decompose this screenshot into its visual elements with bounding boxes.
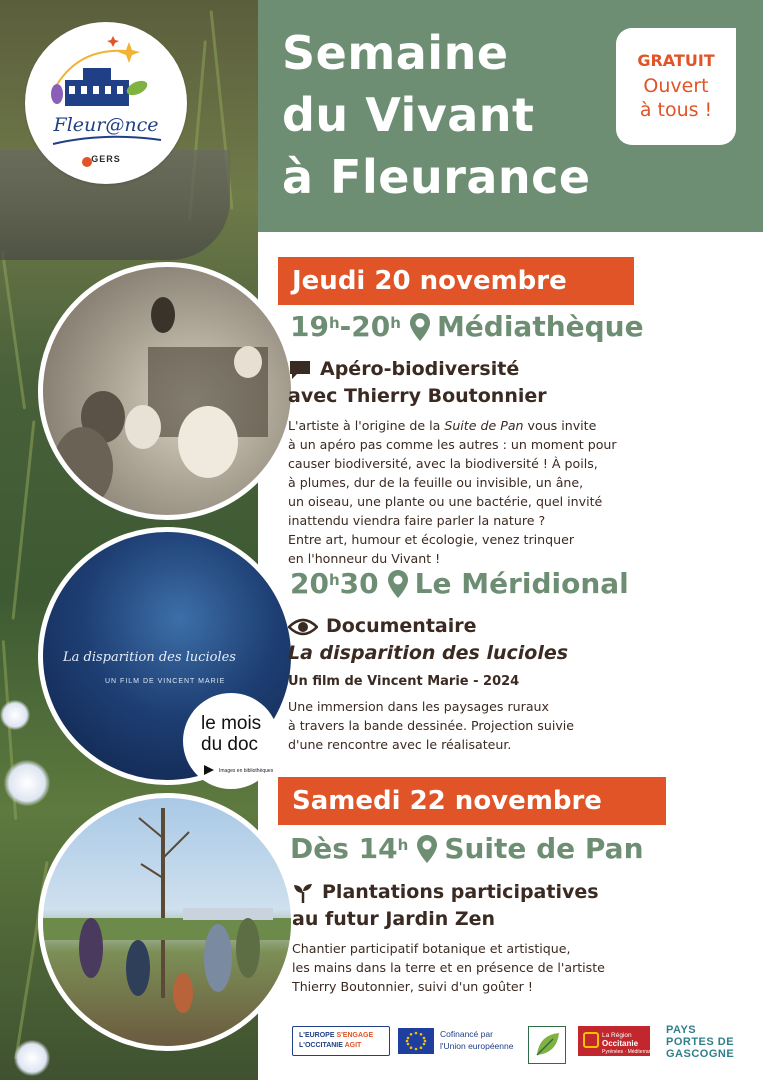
occitan-cross-icon — [583, 1032, 599, 1048]
event1-description: L'artiste à l'origine de la Suite de Pan vous invite à un apéro pas comme les autres : un moment pour causer biodiversité, avec la biodiversité ! À poils, à plumes, dur de la feuille ou invisible, un âne, un oiseau, une plante ou une bactérie, quel invité inattendu viendra faire parler la nature ? Entre art, humour et écologie, venez trinquer en l'honneur du Vivant ! — [288, 418, 617, 566]
event3-title-line1: Plantations participatives — [322, 881, 599, 903]
event1-place: Médiathèque — [436, 310, 644, 343]
planting-photo — [38, 793, 296, 1051]
event1-time-end-unit: h — [390, 313, 401, 332]
title-line1: Semaine — [282, 26, 509, 80]
mois-du-doc-logo — [183, 693, 279, 789]
event2-time-minutes: 30 — [339, 567, 379, 600]
film-poster-subtitle: UN FILM DE VINCENT MARIE — [105, 678, 226, 685]
location-pin-icon — [409, 312, 431, 342]
location-pin-icon — [416, 834, 438, 864]
play-mark-icon — [204, 765, 214, 775]
event3-place: Suite de Pan — [444, 832, 644, 865]
event3-time-place — [290, 832, 644, 865]
engraving-crowd-image — [43, 267, 291, 515]
event2-place: Le Méridional — [414, 567, 629, 600]
mois-doc-line2: du doc — [201, 734, 259, 755]
event2-description: Une immersion dans les paysages ruraux à travers la bande dessinée. Projection suivie d'une rencontre avec le réalisateur. — [288, 699, 575, 752]
leaf-emblem-icon — [529, 1027, 565, 1063]
europe-occitanie-logo: L'EUROPE S'ENGAGE L'OCCITANIE AGIT — [292, 1026, 390, 1056]
badge-open-line1: Ouvert — [643, 75, 709, 97]
location-pin-icon — [387, 569, 409, 599]
event3-description: Chantier participatif botanique et artistique, les mains dans la terre et en présence de l'artiste Thierry Boutonnier, suivi d'un goûter ! — [292, 941, 605, 994]
sprout-icon — [292, 882, 314, 904]
event2-time-place — [290, 567, 629, 600]
suite-de-pan-emphasis: Suite de Pan — [444, 418, 524, 433]
title-line2: du Vivant — [282, 88, 535, 142]
event3-title-line2: au futur Jardin Zen — [292, 908, 496, 930]
engraving-photo — [38, 262, 296, 520]
planting-group-image — [43, 798, 291, 1046]
eu-text-line2: l'Union européenne — [440, 1041, 514, 1051]
event2-time-unit: h — [328, 570, 340, 589]
fleurance-logo — [25, 22, 187, 184]
event2-title-line2: La disparition des lucioles — [288, 642, 569, 664]
event2-time-hour: 20 — [290, 567, 329, 600]
event2-credit: Un film de Vincent Marie - 2024 — [288, 674, 520, 689]
event3-title — [292, 879, 599, 933]
event2-title-line1: Documentaire — [326, 615, 477, 637]
event3-time: Dès 14 — [290, 832, 398, 865]
eu-flag-icon — [398, 1028, 434, 1054]
event1-time-end: -20 — [339, 310, 391, 343]
event1-time-start: 19 — [290, 310, 329, 343]
free-badge — [616, 28, 736, 145]
speech-bubble-icon — [288, 360, 312, 380]
logo-wordmark: Fleur@nce — [53, 114, 159, 136]
mois-doc-line1: le mois — [201, 713, 262, 734]
event1-title-line2: avec Thierry Boutonnier — [288, 385, 547, 407]
pays-portes-de-gascogne-logo: PAYS PORTES DE GASCOGNE — [666, 1024, 735, 1060]
event3-time-unit: h — [397, 835, 409, 854]
header-panel — [258, 0, 763, 232]
event1-title-line1: Apéro-biodiversité — [320, 358, 520, 380]
badge-open-line2: à tous ! — [639, 99, 713, 121]
event1-time-place — [290, 310, 644, 343]
eye-icon — [288, 617, 318, 637]
partner-logos — [290, 1022, 750, 1070]
region-occitanie-logo: La Région Occitanie Pyrénées · Méditerranée — [578, 1026, 650, 1056]
eu-text-line1: Cofinancé par — [440, 1029, 493, 1039]
event1-title — [288, 356, 547, 410]
date-banner-day2: Samedi 22 novembre — [278, 777, 666, 825]
badge-free-label: GRATUIT — [637, 51, 715, 70]
event2-title — [288, 613, 568, 667]
date-banner-day1: Jeudi 20 novembre — [278, 257, 634, 305]
film-poster-title: La disparition des lucioles — [63, 650, 236, 665]
logo-county: GERS — [91, 154, 121, 164]
title-line3: à Fleurance — [282, 150, 591, 204]
eu-cofunding-logo — [398, 1026, 514, 1056]
event1-time-start-unit: h — [328, 313, 340, 332]
mois-doc-tag: Images en bibliothèques — [219, 768, 274, 774]
leader-logo — [528, 1026, 566, 1064]
